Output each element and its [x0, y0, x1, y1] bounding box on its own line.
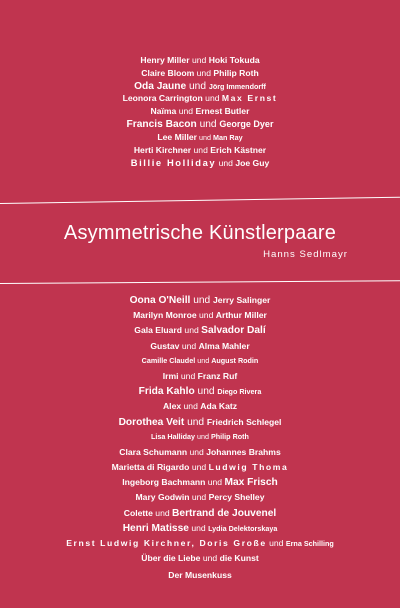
pair-line: Gustav und Alma Mahler — [150, 340, 250, 351]
divider-top — [0, 197, 400, 204]
pair-line: Marietta di Rigardo und Ludwig Thoma — [111, 462, 289, 473]
book-title: Asymmetrische Künstlerpaare — [63, 222, 337, 244]
pair-line: Frida Kahlo und Diego Rivera — [138, 386, 262, 398]
pair-line: Der Musenkuss — [168, 569, 232, 580]
pair-line: Leonora Carrington und Max Ernst — [122, 93, 278, 104]
pair-line: Alex und Ada Katz — [162, 401, 238, 412]
pair-line: Dorothea Veit und Friedrich Schlegel — [118, 416, 282, 428]
pair-line: Herti Kirchner und Erich Kästner — [133, 144, 267, 155]
pair-line: Mary Godwin und Percy Shelley — [135, 492, 265, 503]
pair-line: Henri Matisse und Lydia Delektorskaya — [122, 522, 278, 534]
pair-line: Lee Miller und Man Ray — [157, 131, 243, 142]
bottom-pairs-list — [0, 296, 400, 586]
pair-line: Oda Jaune und Jörg Immendorff — [134, 80, 266, 92]
pair-line: Ernst Ludwig Kirchner, Doris Große und Erna Schilling — [66, 538, 334, 548]
pair-line: Irmi und Franz Ruf — [162, 370, 238, 381]
pair-line: Marilyn Monroe und Arthur Miller — [133, 310, 267, 321]
pair-line: Oona O'Neill und Jerry Salinger — [129, 295, 271, 306]
top-pairs-list — [0, 56, 400, 171]
pair-line: Über die Liebe und die Kunst — [141, 553, 259, 564]
pair-line: Henry Miller und Hoki Tokuda — [140, 55, 260, 65]
pair-line: Camille Claudel und August Rodin — [141, 355, 259, 365]
pair-line: Billie Holliday und Joe Guy — [130, 157, 270, 169]
pair-line: Lisa Halliday und Philip Roth — [151, 431, 249, 441]
pair-line: Gala Eluard und Salvador Dalí — [134, 325, 266, 337]
pair-line: Ingeborg Bachmann und Max Frisch — [122, 477, 278, 489]
pair-line: Claire Bloom und Philip Roth — [141, 67, 259, 78]
book-author: Hanns Sedlmayr — [263, 249, 348, 260]
pair-line: Naïma und Ernest Butler — [150, 106, 250, 117]
pair-line: Colette und Bertrand de Jouvenel — [123, 507, 277, 519]
divider-bottom — [0, 280, 400, 284]
pair-line: Clara Schumann und Johannes Brahms — [119, 446, 281, 457]
pair-line: Francis Bacon und George Dyer — [126, 118, 274, 130]
